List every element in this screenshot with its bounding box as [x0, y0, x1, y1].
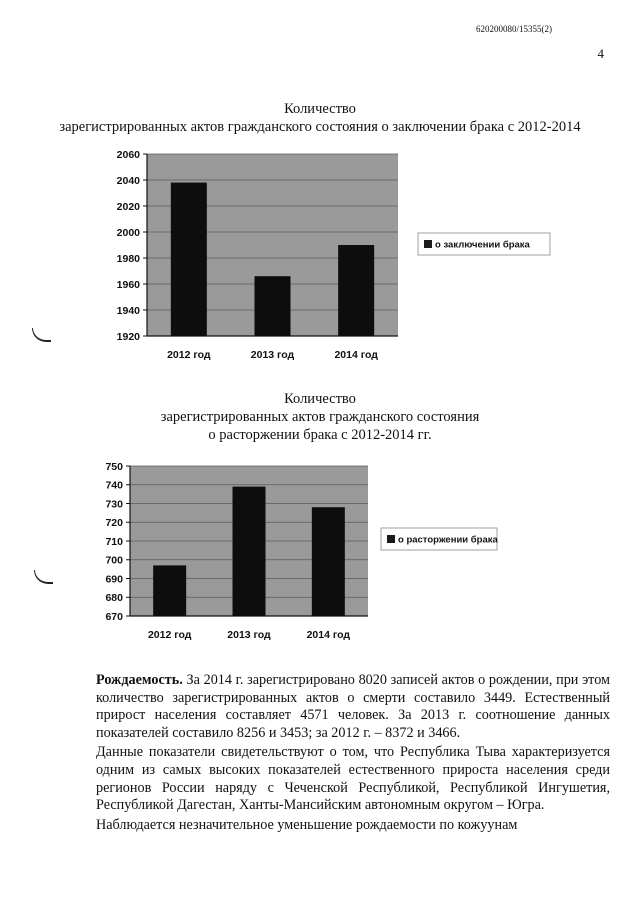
bar [255, 276, 291, 336]
y-tick-label: 680 [105, 592, 123, 605]
page-number: 4 [597, 46, 604, 61]
paragraph-text: Данные показатели свидетельствуют о том, что Республика Тыва характеризуется одним из самых высоких показателей естественного прироста населения среди регионов России наряду с Чеченской Республикой, Республикой Ингушетия, Республикой Дагестан, Ханты-Мансийским автономным округом – Югра. [96, 744, 610, 814]
chart-title-divorce [0, 390, 640, 444]
y-tick-label: 2020 [116, 200, 140, 213]
marriage-bar-chart [0, 144, 640, 368]
y-tick-label: 750 [105, 460, 123, 473]
x-tick-label: 2013 год [250, 349, 295, 361]
y-tick-label: 2040 [116, 174, 140, 187]
y-tick-label: 1920 [116, 330, 140, 343]
y-tick-label: 720 [105, 517, 123, 530]
legend-swatch [424, 240, 432, 248]
bar [312, 507, 345, 616]
bar [338, 245, 374, 336]
divorce-bar-chart [0, 456, 640, 652]
document-number: 620200080/15355(2) [476, 24, 552, 34]
x-tick-label: 2014 год [334, 349, 378, 361]
y-tick-label: 1940 [116, 304, 140, 317]
paragraph-lead: Рождаемость. [96, 672, 183, 688]
y-tick-label: 2000 [116, 226, 140, 239]
y-tick-label: 710 [105, 535, 123, 548]
chart-title-marriage [0, 100, 640, 136]
body-text [96, 672, 610, 836]
paragraph-text: За 2014 г. зарегистрировано 8020 записей актов о рождении, при этом количество зарегистрированных актов о смерти составило 3449. Естественный прирост населения составляет 4571 человек. За 2013 г. соотношение данных показателей составило 8256 и 3453; за 2012 г. – 8372 и 3466. [96, 672, 610, 741]
bar [233, 487, 266, 616]
bar [171, 183, 207, 336]
legend-swatch [387, 535, 395, 543]
x-tick-label: 2013 год [227, 629, 271, 641]
chart-title-line: Количество [284, 391, 356, 407]
chart-title-line: Количество [284, 101, 356, 117]
y-tick-label: 2060 [116, 148, 140, 161]
y-tick-label: 740 [105, 479, 123, 492]
chart-title-line: зарегистрированных актов гражданского состояния о заключении брака с 2012-2014 [59, 119, 581, 135]
y-tick-label: 1980 [116, 252, 140, 265]
chart-title-line: о расторжении брака с 2012-2014 гг. [208, 427, 432, 443]
legend-label: о заключении брака [435, 239, 530, 251]
paragraph-indicators [96, 744, 610, 814]
paragraph-text: Наблюдается незначительное уменьшение рождаемости по кожуунам [96, 816, 518, 833]
x-tick-label: 2012 год [167, 349, 211, 361]
chart-title-line: зарегистрированных актов гражданского состояния [160, 409, 480, 425]
y-tick-label: 730 [105, 498, 123, 511]
paragraph-birth-rate [96, 672, 610, 742]
bar [153, 565, 186, 616]
x-tick-label: 2014 год [306, 629, 351, 641]
y-tick-label: 690 [105, 573, 123, 586]
paragraph-decrease [96, 817, 610, 835]
y-tick-label: 700 [105, 554, 123, 567]
legend-label: о расторжении брака [398, 534, 498, 546]
y-tick-label: 1960 [116, 278, 140, 291]
y-tick-label: 670 [105, 610, 123, 623]
x-tick-label: 2012 год [147, 629, 192, 641]
